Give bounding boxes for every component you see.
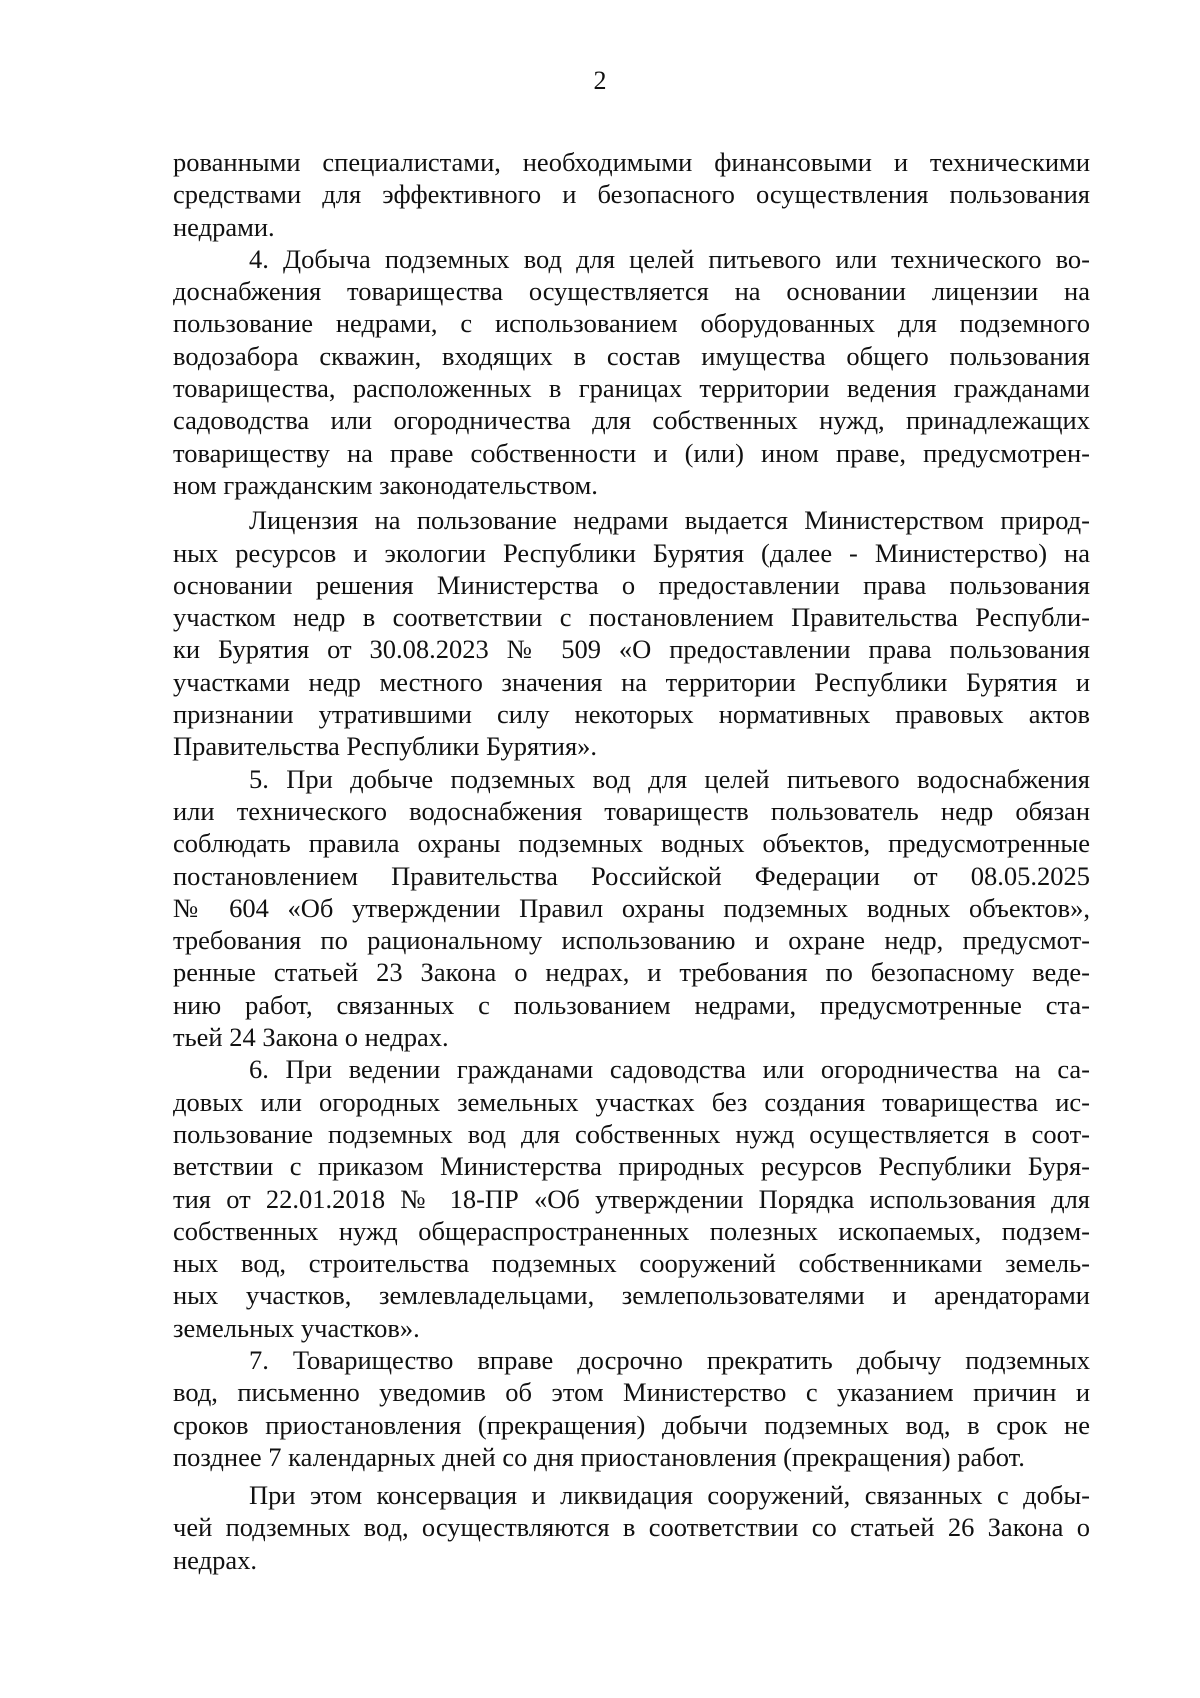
text-line: № 604 «Об утверждении Правил охраны подземных водных объектов», <box>173 892 1090 923</box>
text-line: основании решения Министерства о предоставлении права пользования <box>173 569 1090 600</box>
text-line: пользование подземных вод для собственных нужд осуществляется в соот- <box>173 1118 1090 1149</box>
text-line: нию работ, связанных с пользованием недрами, предусмотренные ста- <box>173 989 1090 1020</box>
text-line: ных вод, строительства подземных сооружений собственниками земель- <box>173 1248 1090 1279</box>
text-line: вод, письменно уведомив об этом Министерство с указанием причин и <box>173 1377 1090 1408</box>
text-line: соблюдать правила охраны подземных водных объектов, предусмотренные <box>173 828 1090 859</box>
paragraph <box>173 1344 1090 1473</box>
text-line: ных участков, землевладельцами, землепользователями и арендаторами <box>173 1280 1090 1311</box>
text-line: признании утратившими силу некоторых нормативных правовых актов <box>173 699 1090 730</box>
paragraph <box>173 763 1090 1054</box>
text-line: собственных нужд общераспространенных полезных ископаемых, подзем- <box>173 1215 1090 1246</box>
text-line: сроков приостановления (прекращения) добычи подземных вод, в срок не <box>173 1409 1090 1440</box>
text-line: 5. При добыче подземных вод для целей питьевого водоснабжения <box>249 763 1090 794</box>
text-line: Правительства Республики Бурятия». <box>173 731 598 762</box>
text-line: товарищества, расположенных в границах территории ведения гражданами <box>173 373 1090 404</box>
text-line: 4. Добыча подземных вод для целей питьевого или технического во- <box>249 243 1090 274</box>
text-line: 7. Товарищество вправе досрочно прекратить добычу подземных <box>249 1344 1090 1375</box>
paragraph <box>173 1479 1090 1576</box>
text-line: недрах. <box>173 1544 257 1575</box>
text-line: ветствии с приказом Министерства природных ресурсов Республики Буря- <box>173 1151 1090 1182</box>
text-line: доснабжения товарищества осуществляется на основании лицензии на <box>173 276 1090 307</box>
page-number: 2 <box>593 66 607 95</box>
text-line: или технического водоснабжения товариществ пользователь недр обязан <box>173 795 1090 826</box>
text-line: участком недр в соответствии с постановлением Правительства Республи- <box>173 602 1090 633</box>
text-line: садоводства или огородничества для собственных нужд, принадлежащих <box>173 405 1090 436</box>
text-line: участками недр местного значения на территории Республики Бурятия и <box>173 666 1090 697</box>
text-line: При этом консервация и ликвидация сооружений, связанных с добы- <box>249 1480 1090 1511</box>
text-line: товариществу на праве собственности и (или) ином праве, предусмотрен- <box>173 437 1090 468</box>
text-line: водозабора скважин, входящих в состав имущества общего пользования <box>173 340 1090 371</box>
text-line: тьей 24 Закона о недрах. <box>173 1022 449 1053</box>
text-line: земельных участков». <box>173 1312 420 1343</box>
text-line: ном гражданским законодательством. <box>173 469 598 500</box>
text-line: недрами. <box>173 211 275 242</box>
document-body <box>173 146 1090 1576</box>
text-line: требования по рациональному использованию и охране недр, предусмот- <box>173 925 1090 956</box>
text-line: рованными специалистами, необходимыми финансовыми и техническими <box>173 147 1090 177</box>
text-line: ки Бурятия от 30.08.2023 № 509 «О предоставлении права пользования <box>173 634 1090 665</box>
paragraph <box>173 243 1090 501</box>
paragraph <box>173 1053 1090 1344</box>
text-line: постановлением Правительства Российской Федерации от 08.05.2025 <box>173 860 1090 891</box>
text-line: довых или огородных земельных участках без создания товарищества ис- <box>173 1086 1090 1117</box>
text-line: Лицензия на пользование недрами выдается Министерством природ- <box>249 505 1090 536</box>
text-line: позднее 7 календарных дней со дня приостановления (прекращения) работ. <box>173 1441 1025 1472</box>
text-line: 6. При ведении гражданами садоводства или огородничества на са- <box>249 1054 1090 1085</box>
text-line: ренные статьей 23 Закона о недрах, и требования по безопасному веде- <box>173 957 1090 988</box>
text-line: ных ресурсов и экологии Республики Бурятия (далее - Министерство) на <box>173 537 1090 568</box>
text-line: чей подземных вод, осуществляются в соответствии со статьей 26 Закона о <box>173 1512 1090 1543</box>
text-line: средствами для эффективного и безопасного осуществления пользования <box>173 179 1090 210</box>
paragraph <box>173 504 1090 762</box>
paragraph <box>173 146 1090 243</box>
text-line: тия от 22.01.2018 № 18-ПР «Об утверждении Порядка использования для <box>173 1183 1090 1214</box>
text-line: пользование недрами, с использованием оборудованных для подземного <box>173 308 1090 339</box>
